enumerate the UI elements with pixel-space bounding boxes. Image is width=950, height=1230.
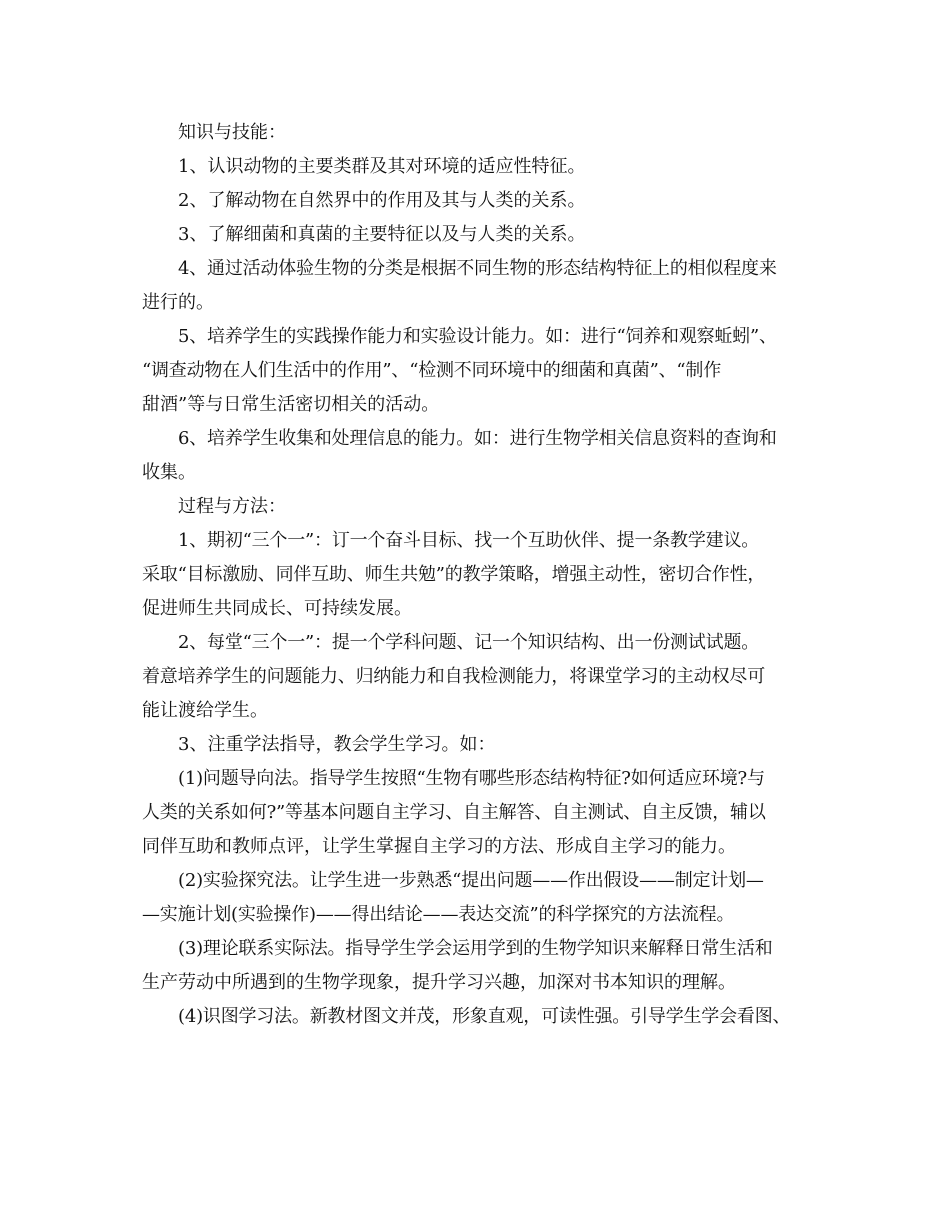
text-line: 进行的。	[142, 292, 214, 313]
text-line: 知识与技能：	[178, 122, 286, 143]
text-line: 能让渡给学生。	[142, 700, 268, 721]
text-line: “调查动物在人们生活中的作用”、“检测不同环境中的细菌和真菌”、“制作	[142, 360, 722, 381]
section-heading: 过程与方法：	[178, 496, 286, 517]
text-line: (4)识图学习法。新教材图文并茂，形象直观，可读性强。引导学生学会看图、	[178, 1006, 791, 1027]
text-line: 6、培养学生收集和处理信息的能力。如：进行生物学相关信息资料的查询和	[178, 428, 777, 449]
text-line: 3、了解细菌和真菌的主要特征以及与人类的关系。	[178, 224, 586, 245]
text-line: 着意培养学生的问题能力、归纳能力和自我检测能力，将课堂学习的主动权尽可	[142, 666, 765, 687]
text-line: 4、通过活动体验生物的分类是根据不同生物的形态结构特征上的相似程度来	[178, 258, 777, 279]
text-line: —实施计划(实验操作)——得出结论——表达交流”的科学探究的方法流程。	[142, 904, 735, 925]
text-line: (1)问题导向法。指导学生按照“生物有哪些形态结构特征?如何适应环境?与	[178, 768, 765, 789]
text-line: (3)理论联系实际法。指导学生学会运用学到的生物学知识来解释日常生活和	[178, 938, 773, 959]
text-line: 1、认识动物的主要类群及其对环境的适应性特征。	[178, 156, 586, 177]
text-line: 1、期初“三个一”：订一个奋斗目标、找一个互助伙伴、提一条教学建议。	[178, 530, 760, 551]
text-line: 甜酒”等与日常生活密切相关的活动。	[142, 394, 440, 415]
text-line: 收集。	[142, 462, 196, 483]
text-line: 生产劳动中所遇到的生物学现象，提升学习兴趣，加深对书本知识的理解。	[142, 972, 736, 993]
text-line: 5、培养学生的实践操作能力和实验设计能力。如：进行“饲养和观察蚯蚓”、	[178, 326, 777, 347]
text-line: 采取“目标激励、同伴互助、师生共勉”的教学策略，增强主动性，密切合作性，	[142, 564, 766, 585]
text-line: 3、注重学法指导，教会学生学习。如：	[178, 734, 496, 755]
text-line: 促进师生共同成长、可持续发展。	[142, 598, 412, 619]
document-body	[142, 116, 822, 1034]
text-line: (2)实验探究法。让学生进一步熟悉“提出问题——作出假设——制定计划—	[178, 870, 764, 891]
text-line: 人类的关系如何?”等基本问题自主学习、自主解答、自主测试、自主反馈，辅以	[142, 802, 766, 823]
text-line: 2、每堂“三个一”：提一个学科问题、记一个知识结构、出一份测试试题。	[178, 632, 760, 653]
text-line: 同伴互助和教师点评，让学生掌握自主学习的方法、形成自主学习的能力。	[142, 836, 736, 857]
text-line: 2、了解动物在自然界中的作用及其与人类的关系。	[178, 190, 586, 211]
